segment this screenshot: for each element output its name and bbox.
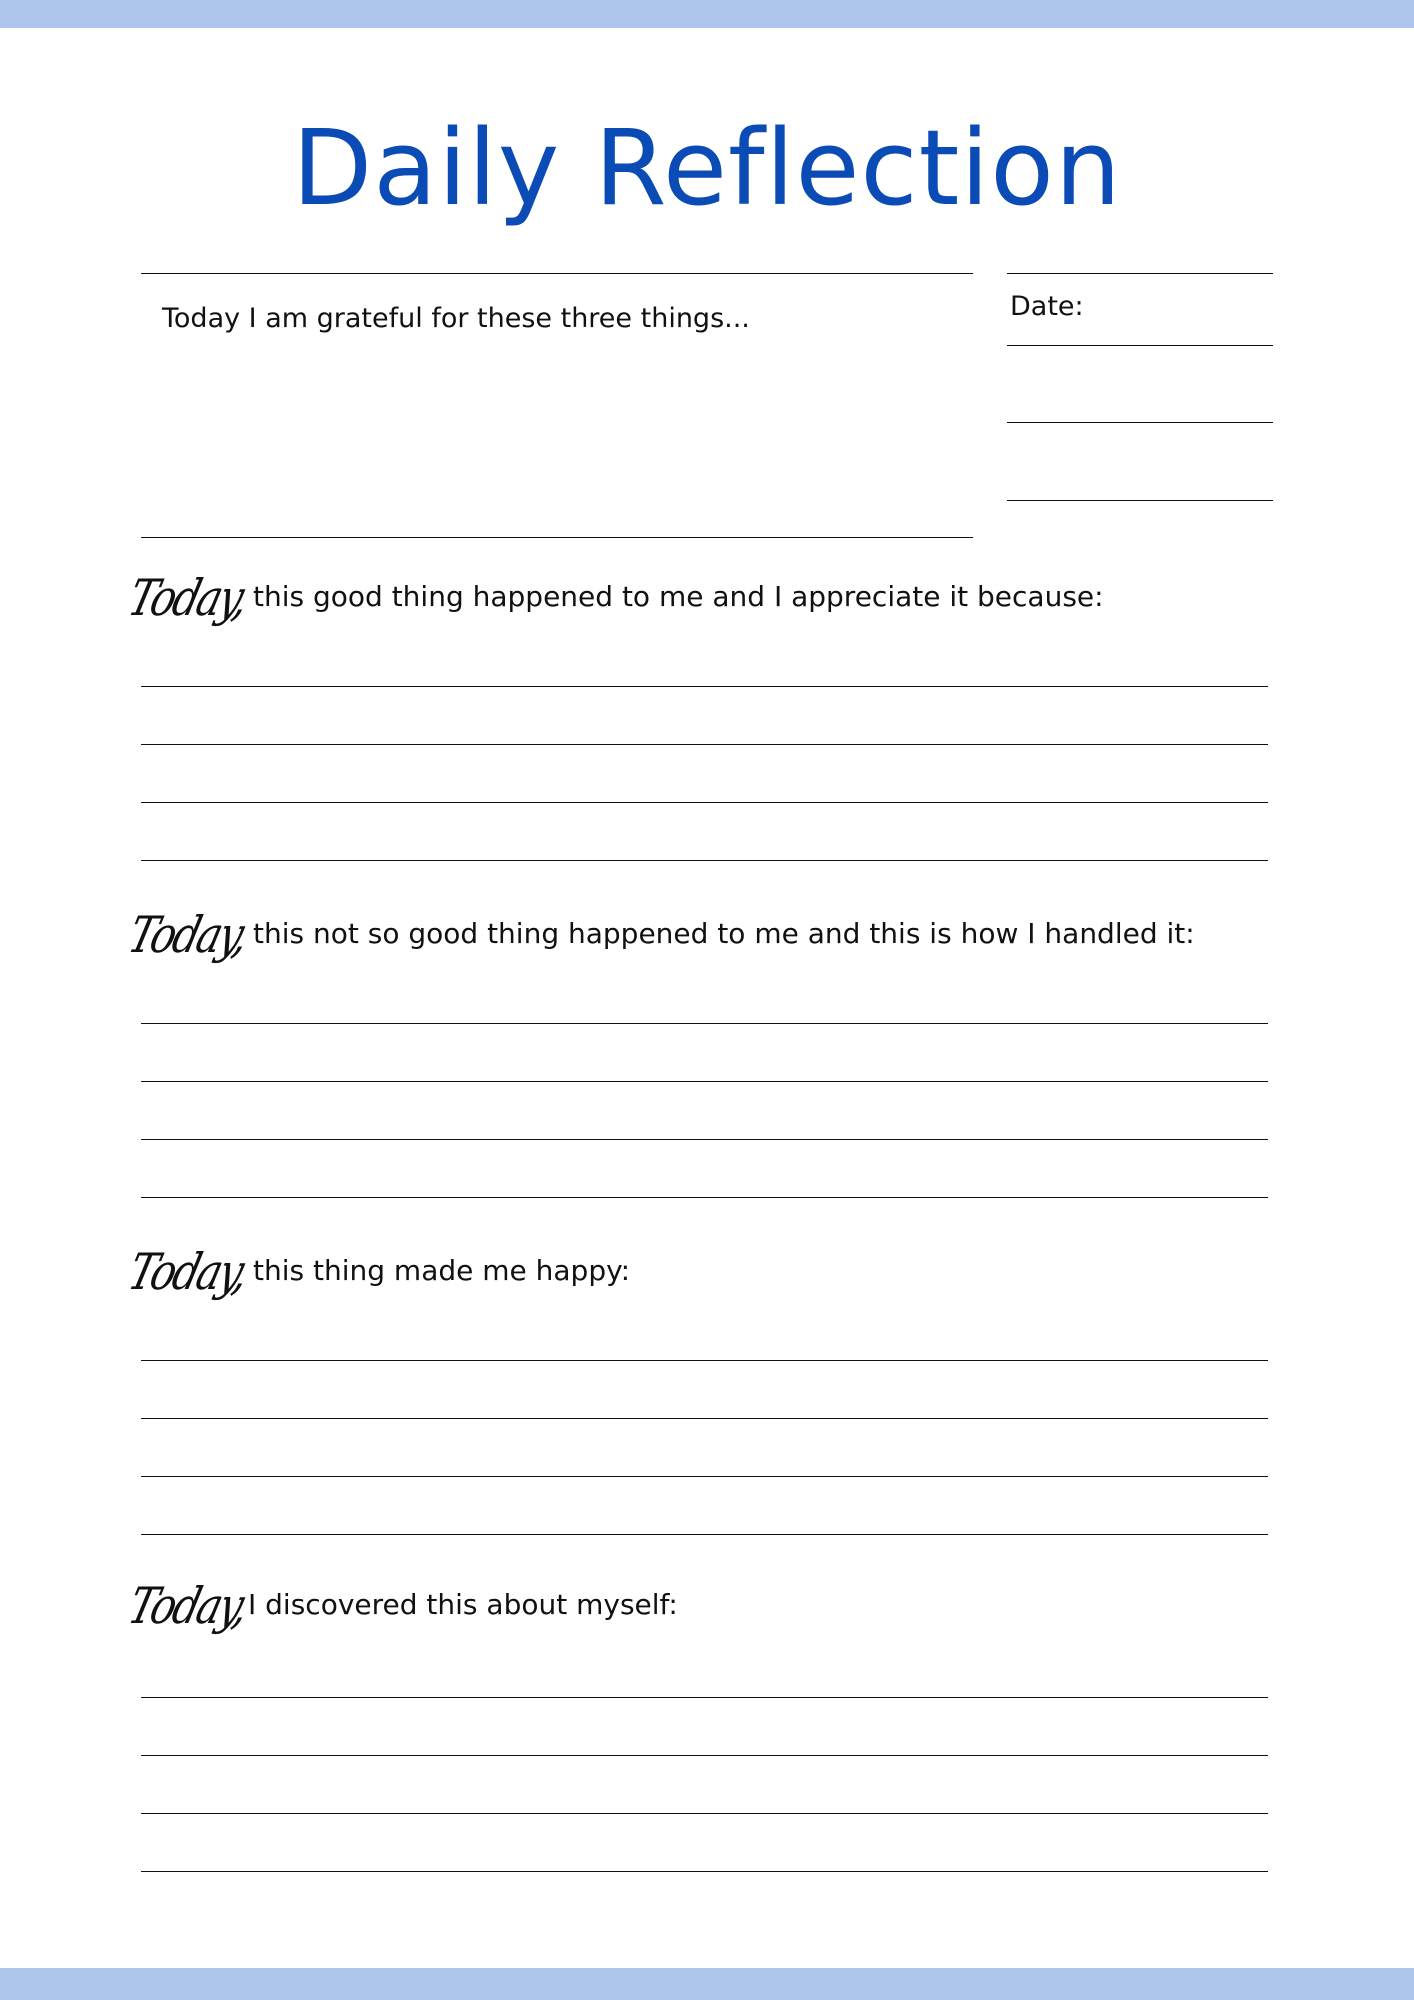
reflection-prompt-discovered-about-myself — [122, 1571, 1030, 1641]
today-script-heading: Today, — [122, 1577, 253, 1635]
writing-line[interactable] — [141, 860, 1268, 861]
date-top-rule — [1007, 273, 1273, 274]
gratitude-bottom-rule — [141, 537, 973, 538]
reflection-prompt-made-me-happy — [122, 1237, 1030, 1307]
bottom-color-band — [0, 1968, 1414, 2000]
date-writing-line[interactable] — [1007, 422, 1273, 423]
writing-line[interactable] — [141, 1360, 1268, 1361]
date-label: Date: — [1010, 291, 1084, 322]
writing-line[interactable] — [141, 1871, 1268, 1872]
gratitude-label: Today I am grateful for these three things... — [162, 303, 750, 334]
date-writing-line[interactable] — [1007, 500, 1273, 501]
writing-line[interactable] — [141, 802, 1268, 803]
today-script-heading: Today, — [122, 906, 253, 964]
writing-line[interactable] — [141, 1081, 1268, 1082]
date-writing-line[interactable] — [1007, 345, 1273, 346]
reflection-prompt-not-so-good-thing — [122, 900, 1290, 970]
prompt-text: this good thing happened to me and I appreciate it because: — [253, 580, 1104, 613]
prompt-text: this thing made me happy: — [253, 1254, 631, 1287]
prompt-text: I discovered this about myself: — [248, 1588, 678, 1621]
reflection-prompt-good-thing — [122, 563, 1230, 633]
prompt-text: this not so good thing happened to me and this is how I handled it: — [253, 917, 1195, 950]
writing-line[interactable] — [141, 1197, 1268, 1198]
writing-line[interactable] — [141, 744, 1268, 745]
gratitude-top-rule — [141, 273, 973, 274]
writing-line[interactable] — [141, 1023, 1268, 1024]
writing-line[interactable] — [141, 1418, 1268, 1419]
writing-line[interactable] — [141, 686, 1268, 687]
page-title: Daily Reflection — [292, 107, 1122, 229]
today-script-heading: Today, — [122, 1243, 253, 1301]
writing-line[interactable] — [141, 1534, 1268, 1535]
writing-line[interactable] — [141, 1755, 1268, 1756]
top-color-band — [0, 0, 1414, 28]
today-script-heading: Today, — [122, 569, 253, 627]
writing-line[interactable] — [141, 1697, 1268, 1698]
writing-line[interactable] — [141, 1139, 1268, 1140]
writing-line[interactable] — [141, 1813, 1268, 1814]
writing-line[interactable] — [141, 1476, 1268, 1477]
